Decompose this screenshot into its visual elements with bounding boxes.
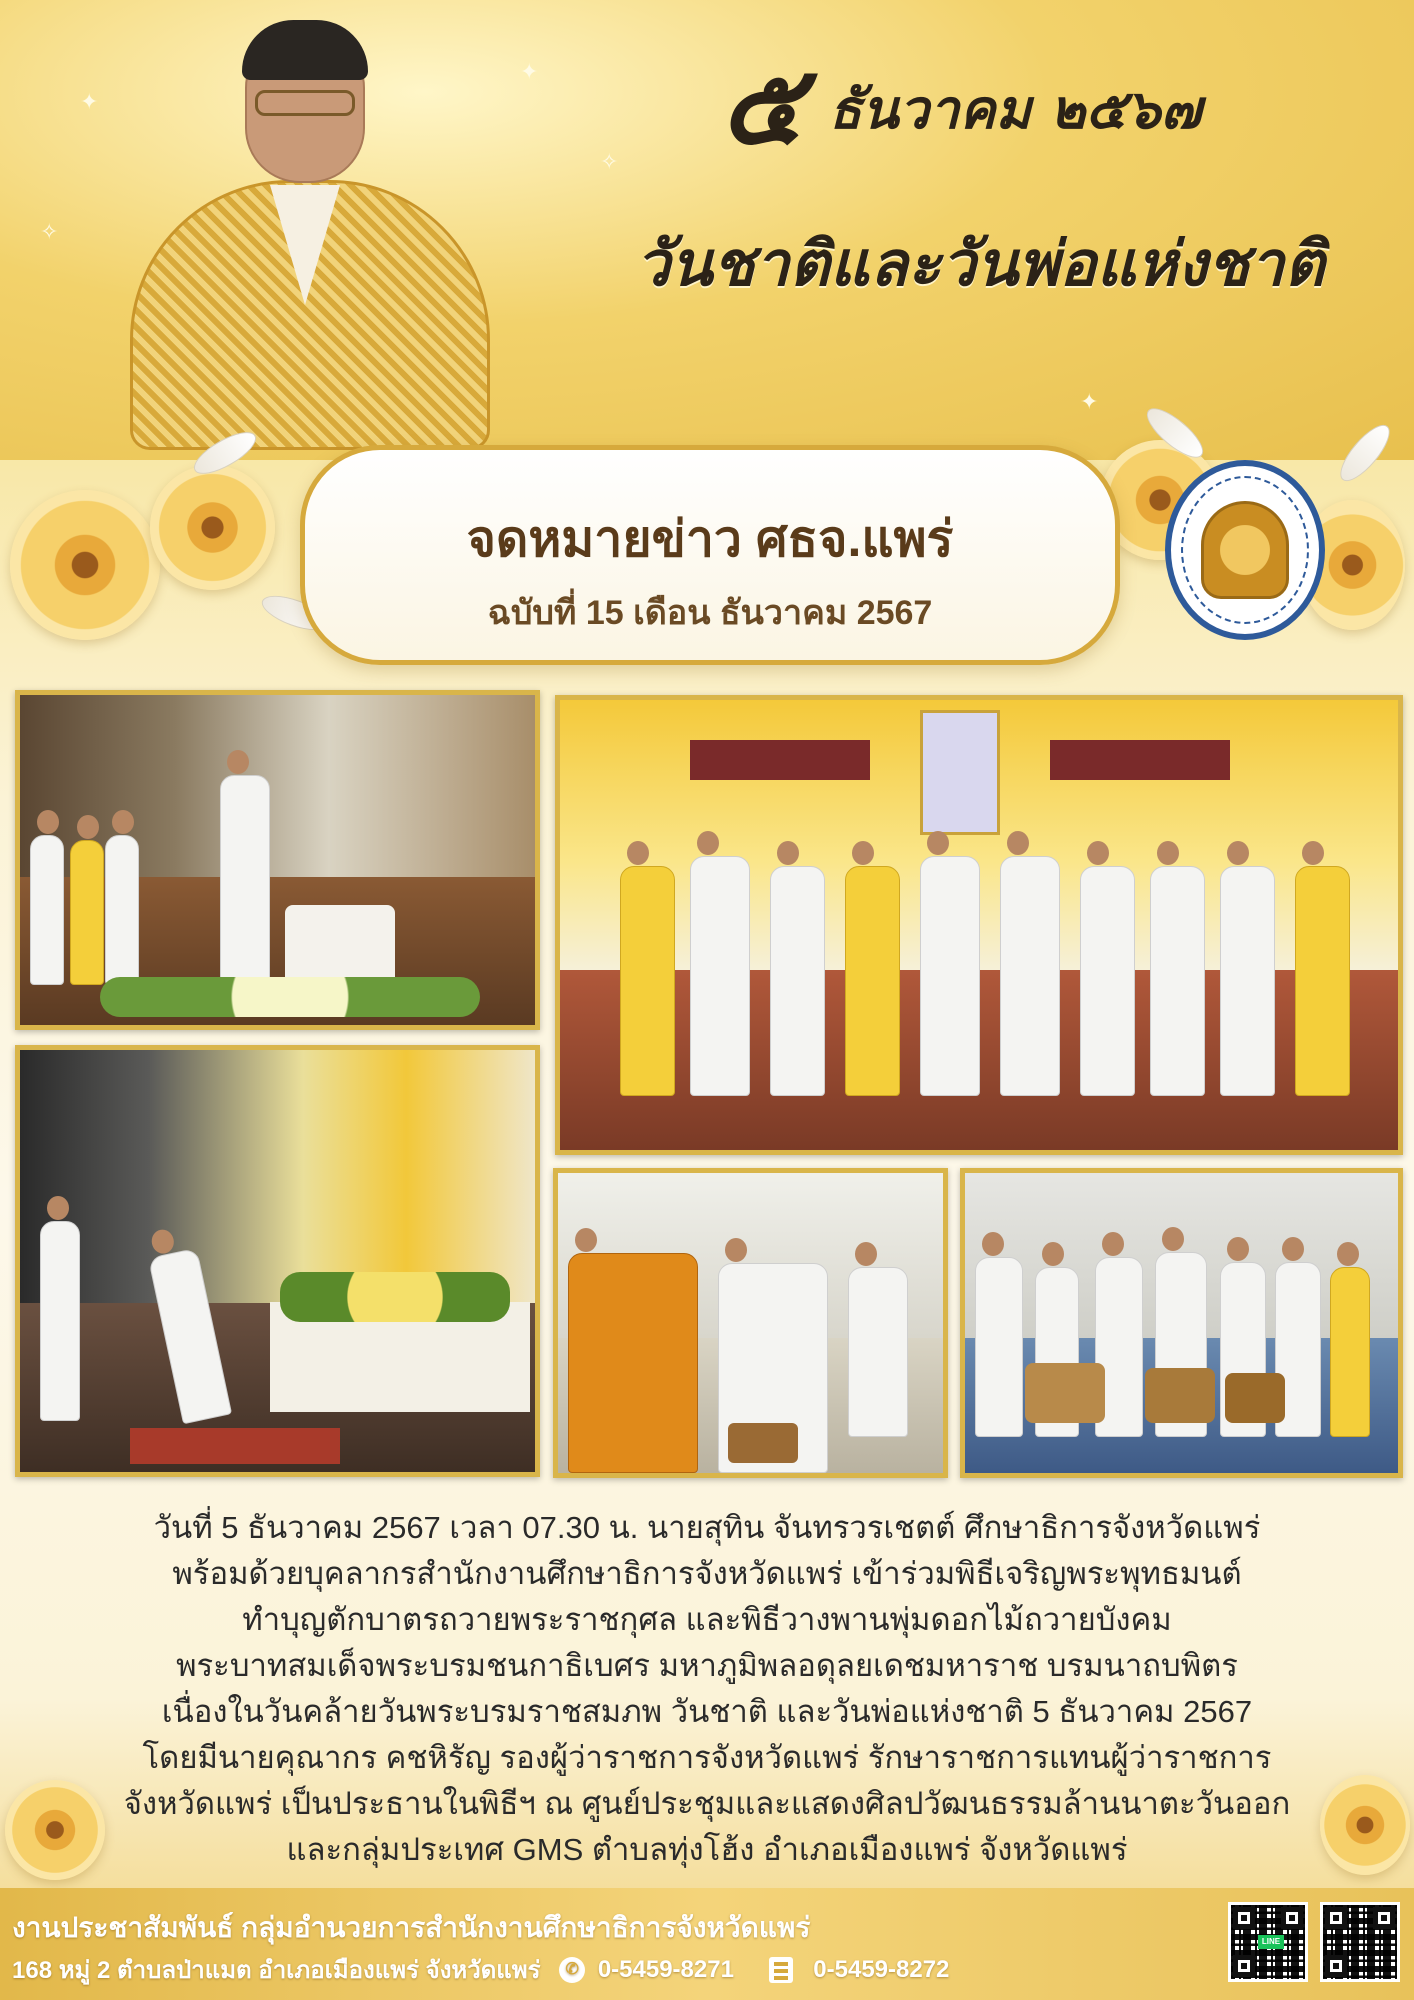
portrait-glasses <box>255 90 355 116</box>
qr-finder <box>1233 1907 1255 1929</box>
photo-person <box>975 1257 1023 1437</box>
photo-person <box>1080 866 1135 1096</box>
qr-code-icon[interactable] <box>1320 1902 1400 1982</box>
footer <box>0 1888 1414 2000</box>
qr-finder <box>1281 1907 1303 1929</box>
newsletter-title: จดหมายข่าว ศธจ.แพร่ <box>466 511 954 567</box>
line-qr-code-icon[interactable] <box>1228 1902 1308 1982</box>
footer-phone: 0-5459-8271 <box>597 1955 734 1983</box>
seal-emblem <box>1201 501 1289 599</box>
photo-flowers <box>100 977 480 1017</box>
photo-carpet <box>130 1428 340 1464</box>
day-title: วันชาติและวันพ่อแห่งชาติ <box>635 227 1325 300</box>
qr-finder <box>1233 1955 1255 1977</box>
qr-line-label: LINE <box>1258 1935 1284 1949</box>
newsletter-banner <box>300 445 1120 665</box>
photo-person <box>70 840 104 985</box>
photo-person <box>690 856 750 1096</box>
news-body-line: พร้อมด้วยบุคลากรสำนักงานศึกษาธิการจังหวัดแพร่ เข้าร่วมพิธีเจริญพระพุทธมนต์ <box>172 1556 1242 1591</box>
photo-person <box>620 866 675 1096</box>
phone-icon: ✆ <box>559 1957 585 1983</box>
photo-offering-bag <box>728 1423 798 1463</box>
photo-banner-sign <box>690 740 870 780</box>
photo-person <box>1330 1267 1370 1437</box>
photo-person <box>220 775 270 985</box>
flower-decoration <box>150 465 275 590</box>
photo-person <box>1150 866 1205 1096</box>
fax-icon <box>769 1957 793 1983</box>
footer-contact <box>12 1950 949 1989</box>
sparkle-icon: ✧ <box>600 150 619 175</box>
photo-person <box>920 856 980 1096</box>
photo-banner-sign <box>1050 740 1230 780</box>
ministry-seal-icon <box>1165 460 1325 640</box>
footer-address: 168 หมู่ 2 ตำบลป่าแมต อำเภอเมืองแพร่ จังหวัดแพร่ <box>12 1957 541 1984</box>
event-photo-wreath-ceremony <box>15 690 540 1030</box>
qr-finder <box>1325 1955 1347 1977</box>
portrait-hair <box>242 20 368 80</box>
date-numeral: ๕ <box>720 40 804 169</box>
photo-monk <box>568 1253 698 1473</box>
flower-decoration <box>10 490 160 640</box>
header-background <box>0 0 1414 460</box>
photo-altar <box>285 905 395 985</box>
qr-finder <box>1325 1907 1347 1929</box>
news-body <box>30 1505 1384 1873</box>
footer-organization: งานประชาสัมพันธ์ กลุ่มอำนวยการสำนักงานศึกษาธิการจังหวัดแพร่ <box>12 1912 811 1943</box>
event-photo-group <box>555 695 1403 1155</box>
news-body-line: จังหวัดแพร่ เป็นประธานในพิธีฯ ณ ศูนย์ประชุมและแสดงศิลปวัฒนธรรมล้านนาตะวันออก <box>123 1786 1291 1821</box>
photo-royal-portrait <box>920 710 1000 835</box>
news-body-line: วันที่ 5 ธันวาคม 2567 เวลา 07.30 น. นายสุทิน จันทรวรเชตต์ ศึกษาธิการจังหวัดแพร่ <box>153 1510 1261 1545</box>
news-body-line: และกลุ่มประเทศ GMS ตำบลทุ่งโฮ้ง อำเภอเมืองแพร่ จังหวัดแพร่ <box>286 1832 1128 1867</box>
photo-person <box>770 866 825 1096</box>
photo-person <box>105 835 139 985</box>
sparkle-icon: ✦ <box>520 60 539 85</box>
photo-person <box>1000 856 1060 1096</box>
photo-person <box>1295 866 1350 1096</box>
photo-basket <box>1145 1368 1215 1423</box>
sparkle-icon: ✦ <box>1080 390 1099 415</box>
footer-fax: 0-5459-8272 <box>813 1955 950 1983</box>
event-photo-altar-offering <box>15 1045 540 1477</box>
photo-person <box>40 1221 80 1421</box>
photo-flowers <box>280 1272 510 1322</box>
photo-person <box>30 835 64 985</box>
date-month-year: ธันวาคม ๒๕๖๗ <box>828 77 1202 141</box>
royal-portrait <box>110 10 510 450</box>
photo-person <box>1220 866 1275 1096</box>
sparkle-icon: ✧ <box>40 220 59 245</box>
photo-person <box>848 1267 908 1437</box>
event-photo-alms-giving <box>553 1168 948 1478</box>
news-body-line: พระบาทสมเด็จพระบรมชนกาธิเบศร มหาภูมิพลอดุลยเดชมหาราช บรมนาถบพิตร <box>176 1648 1238 1683</box>
photo-background <box>20 1050 535 1303</box>
newsletter-issue: ฉบับที่ 15 เดือน ธันวาคม 2567 <box>487 594 933 632</box>
date-heading <box>720 40 1202 169</box>
event-photo-offering-baskets <box>960 1168 1403 1478</box>
photo-basket <box>1225 1373 1285 1423</box>
news-body-line: เนื่องในวันคล้ายวันพระบรมราชสมภพ วันชาติ และวันพ่อแห่งชาติ 5 ธันวาคม 2567 <box>161 1694 1253 1729</box>
qr-finder <box>1373 1907 1395 1929</box>
news-body-line: โดยมีนายคุณากร คชหิรัญ รองผู้ว่าราชการจังหวัดแพร่ รักษาราชการแทนผู้ว่าราชการ <box>142 1740 1272 1775</box>
sparkle-icon: ✦ <box>80 90 99 115</box>
photo-basket <box>1025 1363 1105 1423</box>
news-body-line: ทำบุญตักบาตรถวายพระราชกุศล และพิธีวางพานพุ่มดอกไม้ถวายบังคม <box>242 1602 1172 1637</box>
photo-person <box>845 866 900 1096</box>
